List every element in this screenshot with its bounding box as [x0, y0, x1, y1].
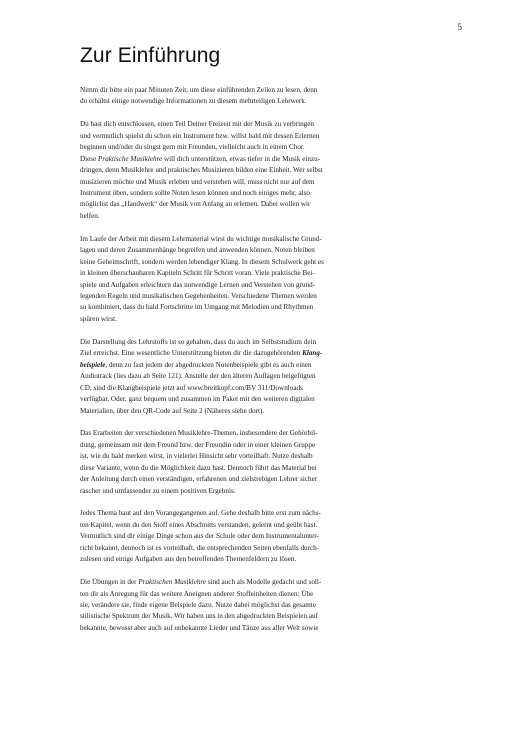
text-segment: ten Kapitel, wenn du den Stoff eines Abschnitts verstanden, gelernt und geübt hast.	[80, 520, 318, 529]
text-segment: verfügbar. Oder, ganz bequem und zusammen im Paket mit den weiteren digitalen	[80, 395, 315, 404]
paragraph	[80, 508, 428, 565]
text-line	[80, 520, 428, 531]
text-segment: helfen.	[80, 211, 100, 220]
text-line	[80, 131, 428, 142]
text-segment: und vermutlich spielst du schon ein Instrument bzw. willst bald mit dessen Erlernen	[80, 131, 320, 140]
text-line	[80, 371, 428, 382]
text-line	[80, 337, 428, 348]
text-line	[80, 291, 428, 302]
text-segment: Instrument üben, sondern sollte Noten lesen können und noch einiges mehr, also	[80, 189, 310, 198]
paragraph	[80, 428, 428, 497]
text-segment: stilistische Spektrum der Musik. Wir haben uns in den abgedruckten Beispielen auf	[80, 612, 318, 621]
text-segment: legenden Regeln und musikalischen Gegebenheiten. Verschiedene Themen werden	[80, 292, 317, 301]
paragraph	[80, 337, 428, 417]
text-segment: spiele und Aufgaben erleichtern das notwendige Lernen und Verstehen von grund-	[80, 280, 316, 289]
text-segment: Die Übungen in der	[80, 578, 139, 587]
text-line	[80, 268, 428, 279]
text-line	[80, 280, 428, 291]
text-line	[80, 199, 428, 210]
text-line	[80, 543, 428, 554]
text-segment: Im Laufe der Arbeit mit diesem Lehrmaterial wirst du wichtige musikalische Grund-	[80, 234, 322, 243]
text-segment: bekannte, bewusst aber auch auf unbekannte Lieder und Tänze aus aller Welt sowie	[80, 623, 319, 632]
text-segment: du erhältst einige notwendige Informationen zu diesem mehrteiligen Lehrwerk.	[80, 97, 307, 106]
text-line	[80, 314, 428, 325]
text-segment: will dich unterstützen, etwas tiefer in die Musik einzu-	[162, 154, 321, 163]
paragraph	[80, 234, 428, 326]
text-segment: Nimm dir bitte ein paar Minuten Zeit, um diese einführenden Zeilen zu lesen, denn	[80, 86, 318, 94]
text-segment: zulesen und einige Aufgaben aus den betreffenden Themenfeldern zu lösen.	[80, 555, 297, 564]
text-line	[80, 245, 428, 256]
text-segment: Audiotrack (lies dazu ab Seite 121). Anstelle der den älteren Auflagen beigefügten	[80, 372, 316, 381]
page-title: Zur Einführung	[80, 44, 221, 67]
text-segment: beginnen und/oder du singst gern mit Freunden, vielleicht auch in einem Chor.	[80, 143, 305, 152]
text-segment: dringen, denn Musiklehre und praktisches Musizieren bilden eine Einheit. Wer selbst	[80, 166, 323, 175]
text-line	[80, 142, 428, 153]
emphasis-text	[80, 361, 105, 369]
text-segment: richt bekannt, dennoch ist es vorteilhaft, die entsprechenden Seiten ebenfalls durch-	[80, 543, 320, 552]
text-line	[80, 383, 428, 394]
text-segment: ten dir als Anregung für das weitere Aneignen anderer Stoffeinheiten dienen: Übe	[80, 589, 314, 598]
text-segment: Diese	[80, 154, 99, 163]
text-line	[80, 177, 428, 188]
text-segment: Vermutlich sind dir einige Dinge schon aus der Schule oder dem Instrumentalunter-	[80, 532, 319, 541]
text-segment: sind auch als Modelle gedacht und soll-	[206, 578, 322, 587]
text-line	[80, 508, 428, 519]
text-line	[80, 463, 428, 474]
text-line	[80, 623, 428, 634]
text-segment: lagen und deren Zusammenhänge begreifen und anwenden können. Noten bleiben	[80, 246, 315, 255]
text-line	[80, 554, 428, 565]
text-line	[80, 451, 428, 462]
text-line	[80, 589, 428, 600]
text-line	[80, 211, 428, 222]
text-segment: dung, gemeinsam mit dem Freund bzw. der Freundin oder in einer kleinen Gruppe	[80, 440, 316, 449]
text-segment: Das Erarbeiten der verschiedenen Musiklehre-Themen, insbesondere der Gehörbil-	[80, 429, 318, 438]
text-segment: rascher und umfassender zu einem positiven Ergebnis.	[80, 486, 236, 495]
paragraph	[80, 577, 428, 634]
paragraph	[80, 85, 428, 108]
text-line	[80, 486, 428, 497]
text-segment: diese Variante, wenn du die Möglichkeit dazu hast. Dennoch führt das Material bei	[80, 463, 317, 472]
text-line	[80, 440, 428, 451]
text-line	[80, 165, 428, 176]
text-segment: ist, wie du bald merken wirst, in vielerlei Hinsicht sehr vorteilhaft. Nutze deshalb	[80, 452, 313, 461]
emphasis-text	[302, 349, 322, 357]
emphasis-text: Praktische Musiklehre	[98, 154, 163, 163]
text-line	[80, 611, 428, 622]
emphasis-text: Praktischen Musiklehre	[138, 578, 207, 587]
emphasis-text: Klang-	[302, 349, 323, 358]
text-segment: Ziel erreichst. Eine wesentliche Unterstützung bieten dir die dazugehörenden	[80, 349, 303, 358]
text-line	[80, 119, 428, 130]
text-segment: , denn zu fast jedem der abgedruckten Notenbeispiele gibt es auch einen	[105, 360, 312, 369]
text-line	[80, 234, 428, 245]
text-line	[80, 406, 428, 417]
text-line	[80, 302, 428, 313]
text-segment: so kombiniert, dass du bald Fortschritte im Umgang mit Melodien und Rhythmen	[80, 303, 314, 312]
text-line	[80, 96, 428, 107]
text-segment: möglichst das „Handwerk“ der Musik von Anfang an erlernen. Dabei wollen wir	[80, 200, 311, 209]
body-text	[80, 85, 428, 646]
text-line	[80, 85, 428, 96]
text-segment: musizieren möchte und Musik erleben und verstehen will, muss nicht nur auf dem	[80, 177, 315, 186]
text-segment: Jedes Thema baut auf den Vorangegangenen auf. Gehe deshalb bitte erst zum nächs-	[80, 509, 321, 518]
text-segment: CD, sind die Klangbeispiele jetzt auf www.breitkopf.com/BV 311/Downloads	[80, 383, 303, 392]
paragraph	[80, 119, 428, 222]
text-segment: Du hast dich entschlossen, einen Teil Deiner Freizeit mit der Musik zu verbringen	[80, 120, 314, 129]
text-line	[80, 257, 428, 268]
text-line	[80, 348, 428, 359]
text-line	[80, 474, 428, 485]
text-segment: spüren wirst.	[80, 314, 117, 323]
page-number: 5	[457, 22, 462, 32]
text-segment: in kleinen überschaubaren Kapiteln Schritt für Schritt voran. Viele praktische Bei-	[80, 269, 315, 278]
text-line	[80, 188, 428, 199]
emphasis-text: beispiele	[80, 360, 106, 369]
text-segment: der Anleitung durch einen verständigen, erfahrenen und zielstrebigen Lehrer sicher	[80, 475, 318, 484]
text-segment: Die Darstellung des Lehrstoffs ist so gehalten, dass du auch im Selbststudium dein	[80, 337, 317, 346]
text-line	[80, 394, 428, 405]
text-line	[80, 428, 428, 439]
text-line	[80, 360, 428, 371]
text-line	[80, 600, 428, 611]
text-segment: Materialien, über den QR-Code auf Seite 2 (Näheres siehe dort).	[80, 406, 265, 415]
text-segment: keine Geheimschrift, sondern werden lebendiger Klang. In diesem Schulwerk geht es	[80, 257, 324, 266]
text-segment: sie, verändere sie, finde eigene Beispiele dazu. Nutze dabei möglichst das gesamte	[80, 601, 316, 610]
text-line	[80, 577, 428, 588]
text-line	[80, 154, 428, 165]
text-line	[80, 531, 428, 542]
